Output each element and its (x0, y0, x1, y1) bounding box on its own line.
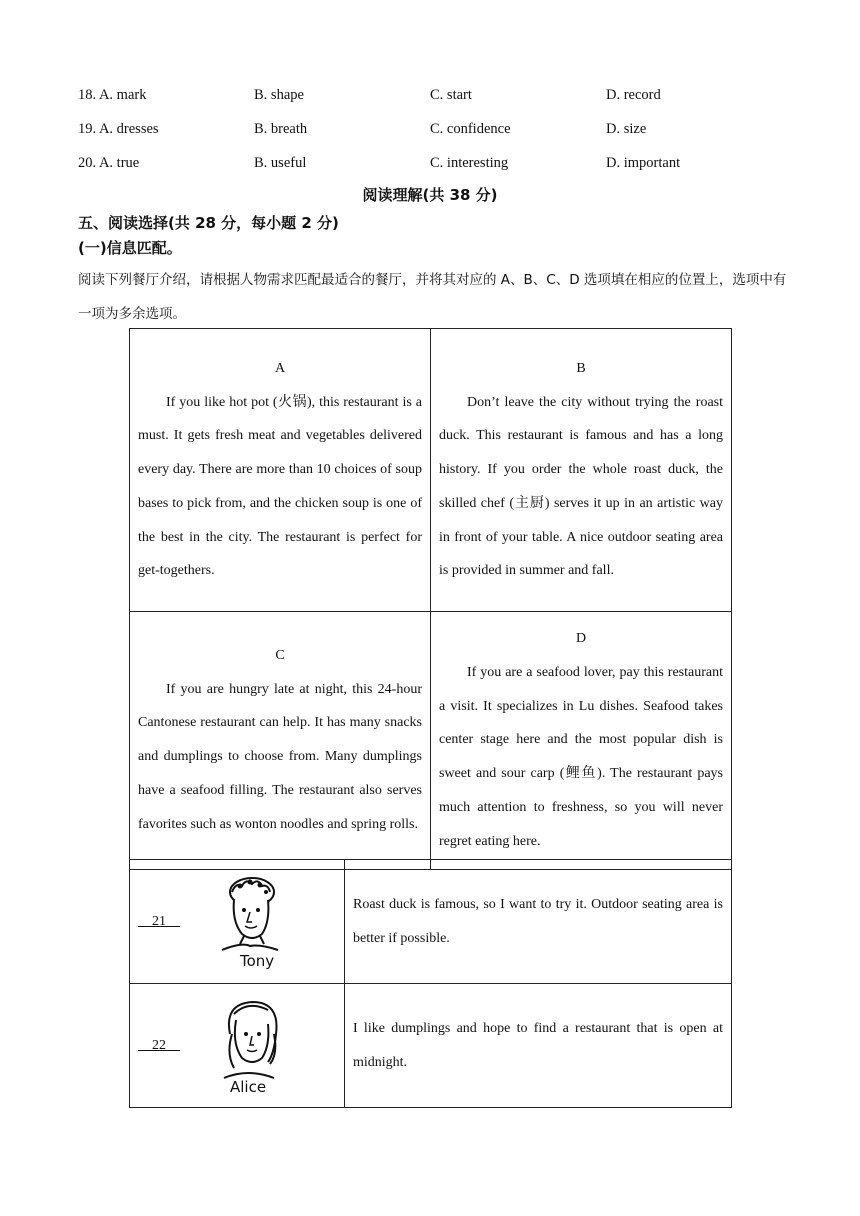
alice-name-label: Alice (230, 1078, 267, 1096)
heading-main: 五、阅读选择(共 28 分，每小题 2 分) (78, 214, 339, 232)
option-c: C. interesting (430, 155, 509, 171)
person-tony-cell (130, 860, 345, 984)
restaurant-description: If you like hot pot (火锅), this restaurant is a must. It gets fresh meat and vegetables delivered every day. There are more than 10 choices of soup bases to pick from, and the chicken soup is one of the best in the city. The restaurant is perfect for get-togethers. (138, 394, 422, 579)
restaurants-table (129, 328, 732, 870)
restaurant-description: If you are hungry late at night, this 24-hour Cantonese restaurant can help. It has many snacks and dumplings to choose from. Many dumplings have a seafood filling. The restaurant also serves favorites such as wonton noodles and spring rolls. (138, 681, 422, 832)
option-a: 18. A. mark (78, 87, 147, 103)
people-table (129, 859, 732, 1108)
heading-sub: (一)信息匹配。 (78, 239, 182, 257)
option-b: B. shape (254, 87, 304, 103)
restaurant-b-cell (431, 329, 732, 612)
restaurant-letter: D (575, 631, 587, 646)
restaurant-description: Don’t leave the city without trying the roast duck. This restaurant is famous and has a long history. If you order the whole roast duck, the skilled chef (主厨) serves it up in an artistic way in front of your table. A nice outdoor seating area is provided in summer and fall. (439, 394, 723, 579)
answer-blank-21[interactable]: 21 (138, 914, 180, 929)
restaurant-letter: C (275, 647, 285, 663)
restaurant-letter: A (274, 360, 286, 376)
option-d: D. record (606, 87, 661, 103)
option-d: D. size (606, 121, 647, 137)
answer-blank-22[interactable]: 22 (138, 1038, 180, 1053)
option-c: C. confidence (430, 121, 511, 137)
alice-need-cell (345, 984, 732, 1108)
tony-need-cell (345, 860, 732, 984)
option-row-19 (78, 121, 798, 145)
option-c: C. start (430, 87, 472, 103)
option-row-18 (78, 87, 798, 111)
option-a: 20. A. true (78, 155, 140, 171)
option-b: B. breath (254, 121, 308, 137)
option-b: B. useful (254, 155, 307, 171)
tony-need: Roast duck is famous, so I want to try it. Outdoor seating area is better if possible. (353, 896, 723, 946)
section-title: 阅读理解(共 38 分) (362, 186, 498, 204)
instructions: 阅读下列餐厅介绍，请根据人物需求匹配最适合的餐厅，并将其对应的 A、B、C、D 选项填在相应的位置上，选项中有一项为多余选项。 (78, 272, 787, 322)
restaurant-description: If you are a seafood lover, pay this restaurant a visit. It specializes in Lu dishes. Seafood takes center stage here and the most popular dish is sweet and sour carp (鲤鱼). The restaurant pays much attention to freshness, so you will never regret eating here. (439, 664, 723, 849)
option-a: 19. A. dresses (78, 121, 159, 137)
tony-name-label: Tony (240, 952, 275, 970)
restaurant-a-cell (130, 329, 431, 612)
option-row-20 (78, 155, 798, 179)
restaurant-c-cell (130, 612, 431, 870)
alice-need: I like dumplings and hope to find a restaurant that is open at midnight. (353, 1020, 723, 1070)
restaurant-letter: B (576, 360, 586, 376)
person-alice-cell (130, 984, 345, 1108)
restaurant-d-cell (431, 612, 732, 870)
option-d: D. important (606, 155, 681, 171)
